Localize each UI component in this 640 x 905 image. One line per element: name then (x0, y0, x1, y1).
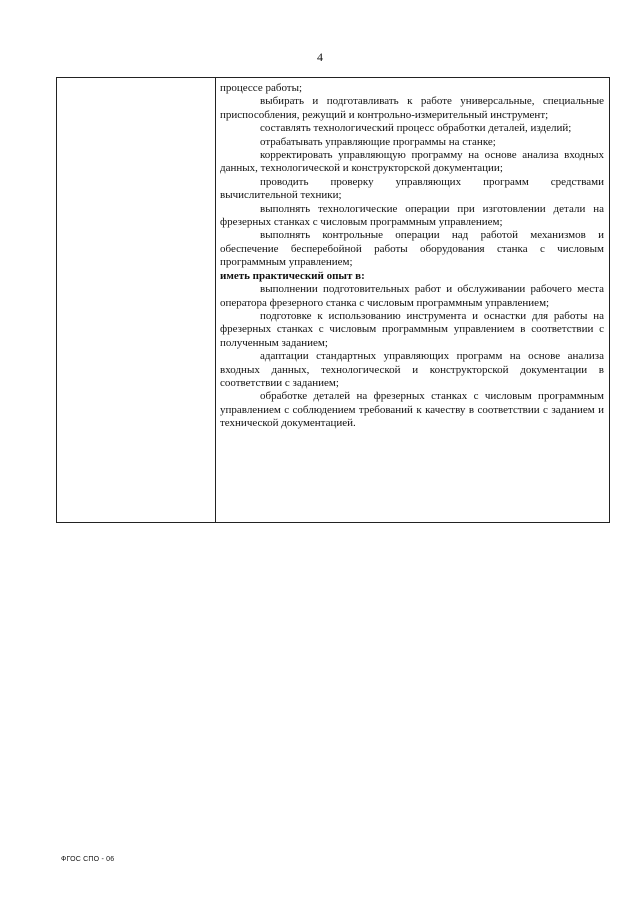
content-table (56, 77, 610, 523)
list-item: проводить проверку управляющих программ средствами вычислительной техники; (220, 175, 604, 202)
list-item: обработке деталей на фрезерных станках с числовым программным управлением с соблюдением требований к качеству в соответствии с заданием и технической документацией. (220, 390, 604, 430)
section-heading: иметь практический опыт в: (220, 269, 365, 282)
list-item: выполнении подготовительных работ и обслуживании рабочего места оператора фрезерного станка с числовым программным управлением; (220, 283, 604, 309)
page-number: 4 (317, 50, 323, 64)
table-left-cell (57, 78, 216, 522)
list-item: процессе работы; (220, 82, 303, 94)
list-item: выбирать и подготавливать к работе универсальные, специальные приспособления, режущий и контрольно-измерительный инструмент; (220, 95, 604, 121)
list-item: подготовке к использованию инструмента и оснастки для работы на фрезерных станках с числовым программным управлением в соответствии с полученным заданием; (220, 309, 604, 349)
list-item: составлять технологический процесс обработки деталей, изделий; (260, 122, 572, 135)
list-item: корректировать управляющую программу на основе анализа входных данных, технологической и конструкторской документации; (220, 149, 604, 175)
list-item: адаптации стандартных управляющих программ на основе анализа входных данных, технологической и конструкторской документации в соответствии с заданием; (220, 350, 604, 389)
table-content-cell (216, 78, 609, 522)
list-item: выполнять контрольные операции над работой механизмов и обеспечение бесперебойной работы оборудования станка с числовым программным управлением; (220, 229, 604, 269)
list-item: отрабатывать управляющие программы на станке; (260, 135, 496, 148)
footer-code: ФГОС СПО - 06 (61, 856, 115, 863)
list-item: выполнять технологические операции при изготовлении детали на фрезерных станках с числовым программным управлением; (220, 202, 604, 229)
